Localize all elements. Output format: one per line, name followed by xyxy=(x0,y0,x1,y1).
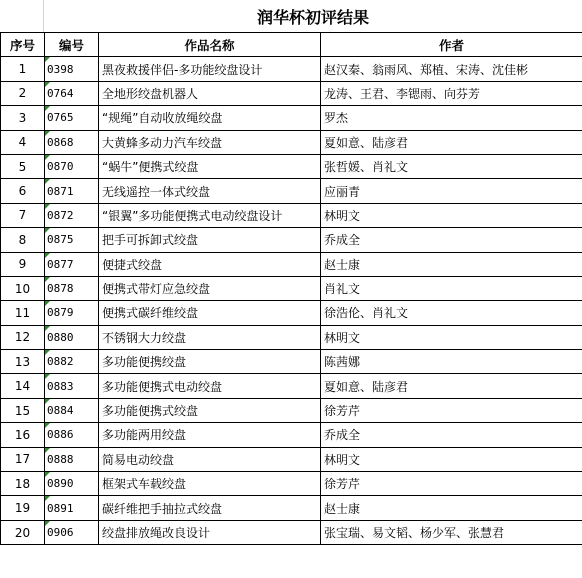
cell-number[interactable] xyxy=(45,228,99,252)
table-row xyxy=(1,447,582,471)
cell-index[interactable]: 13 xyxy=(1,350,45,374)
cell-index[interactable]: 2 xyxy=(1,81,45,105)
cell-work-name[interactable]: 便携式碳纤维绞盘 xyxy=(99,301,321,325)
text-number-marker-icon xyxy=(45,179,50,184)
table-body xyxy=(1,57,582,545)
cell-number[interactable] xyxy=(45,81,99,105)
table-row xyxy=(1,106,582,130)
cell-number-text: 0877 xyxy=(47,257,74,271)
table-row xyxy=(1,179,582,203)
text-number-marker-icon xyxy=(45,277,50,282)
cell-author[interactable]: 陈茜娜 xyxy=(321,350,582,374)
cell-index[interactable]: 15 xyxy=(1,398,45,422)
text-number-marker-icon xyxy=(45,228,50,233)
cell-work-name[interactable]: 便捷式绞盘 xyxy=(99,252,321,276)
cell-number-text: 0883 xyxy=(47,379,74,393)
text-number-marker-icon xyxy=(45,472,50,477)
cell-number-text: 0886 xyxy=(47,428,74,442)
cell-work-name[interactable]: 碳纤维把手抽拉式绞盘 xyxy=(99,496,321,520)
cell-index[interactable]: 6 xyxy=(1,179,45,203)
header-index[interactable]: 序号 xyxy=(1,33,45,57)
cell-number[interactable] xyxy=(45,398,99,422)
cell-work-name[interactable]: 把手可拆卸式绞盘 xyxy=(99,228,321,252)
title-row-left-cell[interactable] xyxy=(0,0,44,32)
cell-work-name[interactable]: 大黄蜂多动力汽车绞盘 xyxy=(99,130,321,154)
cell-index[interactable]: 3 xyxy=(1,106,45,130)
text-number-marker-icon xyxy=(45,131,50,136)
title-row xyxy=(0,0,582,32)
sheet-title[interactable]: 润华杯初评结果 xyxy=(256,8,369,27)
table-row xyxy=(1,228,582,252)
cell-number-text: 0888 xyxy=(47,452,74,466)
cell-index[interactable]: 20 xyxy=(1,520,45,544)
cell-number-text: 0906 xyxy=(47,526,74,539)
cell-index[interactable]: 17 xyxy=(1,447,45,471)
header-number[interactable]: 编号 xyxy=(45,33,99,57)
cell-number-text: 0879 xyxy=(47,306,74,320)
results-table xyxy=(0,32,582,545)
table-row xyxy=(1,276,582,300)
cell-number-text: 0870 xyxy=(47,160,74,174)
table-row xyxy=(1,252,582,276)
text-number-marker-icon xyxy=(45,253,50,258)
cell-author[interactable]: 应丽青 xyxy=(321,179,582,203)
cell-number-text: 0880 xyxy=(47,330,74,344)
cell-author[interactable]: 林明文 xyxy=(321,203,582,227)
cell-author[interactable]: 林明文 xyxy=(321,447,582,471)
cell-work-name[interactable]: 全地形绞盘机器人 xyxy=(99,81,321,105)
cell-number-text: 0884 xyxy=(47,404,74,418)
cell-number[interactable] xyxy=(45,154,99,178)
cell-author[interactable]: 乔成全 xyxy=(321,423,582,447)
cell-author[interactable]: 罗杰 xyxy=(321,106,582,130)
cell-number-text: 0890 xyxy=(47,477,74,491)
text-number-marker-icon xyxy=(45,57,50,62)
table-row xyxy=(1,301,582,325)
text-number-marker-icon xyxy=(45,82,50,87)
cell-number[interactable] xyxy=(45,520,99,544)
cell-index[interactable]: 1 xyxy=(1,57,45,81)
cell-number[interactable] xyxy=(45,325,99,349)
cell-work-name[interactable]: 多功能便携式绞盘 xyxy=(99,398,321,422)
cell-work-name[interactable]: 便携式带灯应急绞盘 xyxy=(99,276,321,300)
text-number-marker-icon xyxy=(45,350,50,355)
cell-number[interactable] xyxy=(45,130,99,154)
cell-author[interactable]: 徐芳芹 xyxy=(321,472,582,496)
text-number-marker-icon xyxy=(45,496,50,501)
cell-number[interactable] xyxy=(45,179,99,203)
cell-work-name[interactable]: 黑夜救援伴侣-多功能绞盘设计 xyxy=(99,57,321,81)
cell-author[interactable]: 张哲媛、肖礼文 xyxy=(321,154,582,178)
cell-author[interactable]: 赵汉秦、翁雨风、郑植、宋涛、沈佳彬 xyxy=(321,57,582,81)
table-row xyxy=(1,472,582,496)
table-row xyxy=(1,81,582,105)
cell-author[interactable]: 张宝瑞、易文韬、杨少军、张慧君 xyxy=(321,520,582,544)
table-row xyxy=(1,130,582,154)
cell-number[interactable] xyxy=(45,350,99,374)
header-row xyxy=(1,33,582,57)
text-number-marker-icon xyxy=(45,374,50,379)
cell-number-text: 0868 xyxy=(47,135,74,149)
cell-number[interactable] xyxy=(45,252,99,276)
cell-number[interactable] xyxy=(45,106,99,130)
cell-index[interactable]: 18 xyxy=(1,472,45,496)
table-row xyxy=(1,423,582,447)
cell-index[interactable]: 4 xyxy=(1,130,45,154)
table-row xyxy=(1,325,582,349)
cell-work-name[interactable]: “银翼”多功能便携式电动绞盘设计 xyxy=(99,203,321,227)
cell-number[interactable] xyxy=(45,447,99,471)
text-number-marker-icon xyxy=(45,423,50,428)
cell-index[interactable]: 16 xyxy=(1,423,45,447)
text-number-marker-icon xyxy=(45,301,50,306)
cell-index[interactable]: 8 xyxy=(1,228,45,252)
text-number-marker-icon xyxy=(45,326,50,331)
cell-author[interactable]: 徐浩伦、肖礼文 xyxy=(321,301,582,325)
header-work-name[interactable]: 作品名称 xyxy=(99,33,321,57)
cell-author[interactable]: 徐芳芹 xyxy=(321,398,582,422)
table-row xyxy=(1,398,582,422)
text-number-marker-icon xyxy=(45,106,50,111)
table-row xyxy=(1,374,582,398)
cell-work-name[interactable]: 无线遥控一体式绞盘 xyxy=(99,179,321,203)
text-number-marker-icon xyxy=(45,204,50,209)
table-row xyxy=(1,350,582,374)
cell-work-name[interactable]: 框架式车载绞盘 xyxy=(99,472,321,496)
text-number-marker-icon xyxy=(45,448,50,453)
cell-author[interactable]: 赵士康 xyxy=(321,252,582,276)
cell-author[interactable]: 林明文 xyxy=(321,325,582,349)
cell-author[interactable]: 夏如意、陆彦君 xyxy=(321,130,582,154)
text-number-marker-icon xyxy=(45,521,50,526)
cell-index[interactable]: 11 xyxy=(1,301,45,325)
table-row xyxy=(1,154,582,178)
cell-index[interactable]: 7 xyxy=(1,203,45,227)
cell-index[interactable]: 12 xyxy=(1,325,45,349)
cell-number[interactable] xyxy=(45,203,99,227)
cell-work-name[interactable]: 多功能便携式电动绞盘 xyxy=(99,374,321,398)
cell-number-text: 0764 xyxy=(47,86,74,100)
cell-work-name[interactable]: 不锈钢大力绞盘 xyxy=(99,325,321,349)
cell-author[interactable]: 乔成全 xyxy=(321,228,582,252)
cell-number-text: 0398 xyxy=(47,62,74,76)
table-row xyxy=(1,203,582,227)
cell-number-text: 0891 xyxy=(47,501,74,515)
cell-work-name[interactable]: 简易电动绞盘 xyxy=(99,447,321,471)
cell-author[interactable]: 龙涛、王君、李锶雨、向芬芳 xyxy=(321,81,582,105)
cell-number[interactable] xyxy=(45,472,99,496)
cell-index[interactable]: 14 xyxy=(1,374,45,398)
table-row xyxy=(1,520,582,544)
cell-author[interactable]: 夏如意、陆彦君 xyxy=(321,374,582,398)
cell-index[interactable]: 10 xyxy=(1,276,45,300)
cell-number-text: 0882 xyxy=(47,355,74,369)
cell-author[interactable]: 赵士康 xyxy=(321,496,582,520)
cell-work-name[interactable]: 绞盘排放绳改良设计 xyxy=(99,520,321,544)
table-row xyxy=(1,496,582,520)
cell-work-name[interactable]: “规绳”自动收放绳绞盘 xyxy=(99,106,321,130)
cell-index[interactable]: 19 xyxy=(1,496,45,520)
cell-number[interactable] xyxy=(45,374,99,398)
cell-number[interactable] xyxy=(45,57,99,81)
cell-work-name[interactable]: “蜗牛”便携式绞盘 xyxy=(99,154,321,178)
cell-number-text: 0765 xyxy=(47,111,74,125)
cell-work-name[interactable]: 多功能两用绞盘 xyxy=(99,423,321,447)
cell-number[interactable] xyxy=(45,496,99,520)
cell-number[interactable] xyxy=(45,276,99,300)
header-author[interactable]: 作者 xyxy=(321,33,582,57)
cell-number[interactable] xyxy=(45,423,99,447)
table-row xyxy=(1,57,582,81)
cell-work-name[interactable]: 多功能便携绞盘 xyxy=(99,350,321,374)
text-number-marker-icon xyxy=(45,399,50,404)
cell-number-text: 0872 xyxy=(47,208,74,222)
text-number-marker-icon xyxy=(45,155,50,160)
cell-number-text: 0878 xyxy=(47,282,74,296)
cell-number-text: 0875 xyxy=(47,233,74,247)
cell-number[interactable] xyxy=(45,301,99,325)
cell-author[interactable]: 肖礼文 xyxy=(321,276,582,300)
cell-index[interactable]: 9 xyxy=(1,252,45,276)
cell-number-text: 0871 xyxy=(47,184,74,198)
cell-index[interactable]: 5 xyxy=(1,154,45,178)
